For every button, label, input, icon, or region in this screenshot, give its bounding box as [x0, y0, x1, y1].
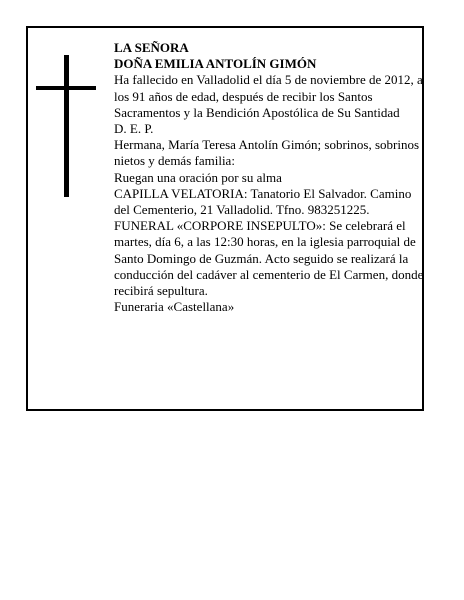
cross-icon	[36, 55, 96, 197]
prayer-request: Ruegan una oración por su alma	[114, 169, 282, 185]
cross-horizontal-bar	[36, 86, 96, 90]
cross-vertical-bar	[64, 55, 69, 197]
obituary-text	[114, 40, 426, 315]
rip-text: D. E. P.	[114, 121, 154, 137]
wake-info: CAPILLA VELATORIA: Tanatorio El Salvador. Camino del Cementerio, 21 Valladolid. Tfno. 983251225.	[114, 185, 412, 218]
heading: LA SEÑORA	[114, 40, 189, 55]
deceased-name: DOÑA EMILIA ANTOLÍN GIMÓN	[114, 56, 317, 72]
family-text: Hermana, María Teresa Antolín Gimón; sobrinos, sobrinos nietos y demás familia:	[114, 137, 420, 169]
funeral-info: FUNERAL «CORPORE INSEPULTO»: Se celebrará el martes, día 6, a las 12:30 horas, en la iglesia parroquial de Santo Domingo de Guzmán. Acto seguido se realizará la conducción del cadáver al cementerio de El Carmen, donde recibirá sepultura.	[114, 218, 424, 299]
death-announcement: Ha fallecido en Valladolid el día 5 de noviembre de 2012, a los 91 años de edad, después de recibir los Santos Sacramentos y la Bendición Apostólica de Su Santidad	[114, 72, 423, 120]
funeral-home: Funeraria «Castellana»	[114, 299, 235, 315]
